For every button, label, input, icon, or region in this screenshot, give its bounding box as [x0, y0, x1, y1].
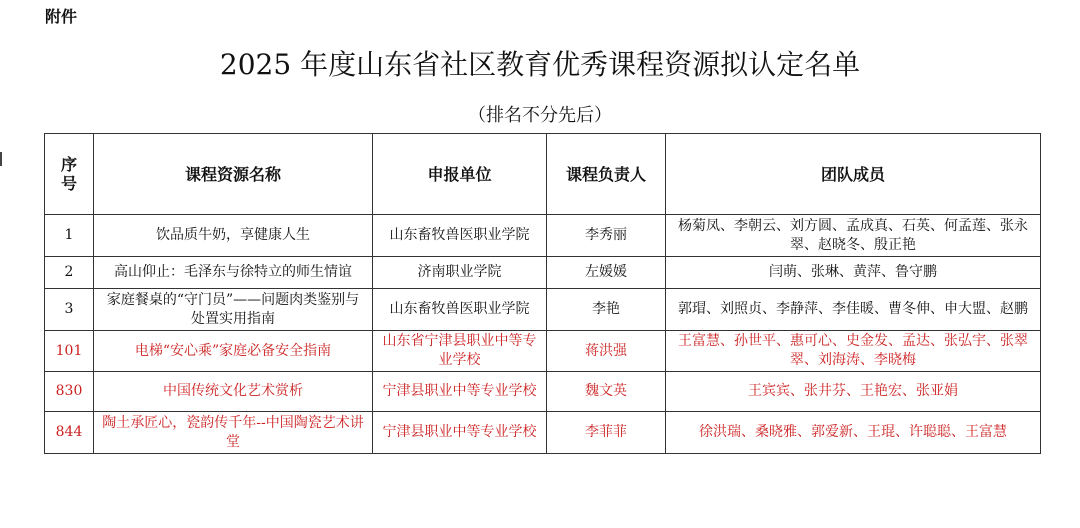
cell-course: 饮品质牛奶，享健康人生	[94, 215, 373, 257]
cell-unit: 山东畜牧兽医职业学院	[373, 215, 547, 257]
cell-seq: 2	[45, 257, 94, 289]
header-leader: 课程负责人	[547, 134, 666, 215]
cell-unit: 宁津县职业中等专业学校	[373, 372, 547, 412]
header-course: 课程资源名称	[94, 134, 373, 215]
cell-seq: 830	[45, 372, 94, 412]
header-seq	[45, 134, 94, 215]
cell-unit: 济南职业学院	[373, 257, 547, 289]
cell-seq: 1	[45, 215, 94, 257]
cell-course: 陶土承匠心，瓷韵传千年--中国陶瓷艺术讲堂	[94, 412, 373, 454]
cell-unit: 宁津县职业中等专业学校	[373, 412, 547, 454]
cell-unit: 山东畜牧兽医职业学院	[373, 289, 547, 331]
table-row	[45, 257, 1041, 289]
cell-seq: 3	[45, 289, 94, 331]
cell-leader: 李秀丽	[547, 215, 666, 257]
table-header-row	[45, 134, 1041, 215]
header-seq-line1: 序	[60, 155, 77, 174]
table-row	[45, 331, 1041, 372]
left-edge-marker	[0, 152, 2, 166]
cell-leader: 蒋洪强	[547, 331, 666, 372]
cell-leader: 左媛媛	[547, 257, 666, 289]
cell-seq: 844	[45, 412, 94, 454]
cell-members: 闫萌、张琳、黄萍、鲁守鹏	[666, 257, 1041, 289]
cell-course: 家庭餐桌的“守门员”——问题肉类鉴别与处置实用指南	[94, 289, 373, 331]
header-seq-line2: 号	[60, 174, 77, 193]
table-row	[45, 289, 1041, 331]
table-row	[45, 215, 1041, 257]
cell-leader: 李菲菲	[547, 412, 666, 454]
cell-members: 徐洪瑞、桑晓雅、郭爱新、王琨、许聪聪、王富慧	[666, 412, 1041, 454]
cell-leader: 李艳	[547, 289, 666, 331]
cell-members: 王富慧、孙世平、惠可心、史金发、孟达、张弘宇、张翠翠、刘海涛、李晓梅	[666, 331, 1041, 372]
cell-unit: 山东省宁津县职业中等专业学校	[373, 331, 547, 372]
table-row	[45, 372, 1041, 412]
cell-course: 中国传统文化艺术赏析	[94, 372, 373, 412]
header-unit: 申报单位	[373, 134, 547, 215]
table-row	[45, 412, 1041, 454]
cell-seq: 101	[45, 331, 94, 372]
document-subtitle: （排名不分先后）	[468, 105, 612, 126]
attachment-label: 附件	[45, 7, 78, 26]
cell-members: 郭瑁、刘照贞、李静萍、李佳暖、曹冬伸、申大盟、赵鹏	[666, 289, 1041, 331]
cell-members: 王宾宾、张井芬、王艳宏、张亚娟	[666, 372, 1041, 412]
header-members: 团队成员	[666, 134, 1041, 215]
document-title: 2025 年度山东省社区教育优秀课程资源拟认定名单	[219, 48, 861, 81]
cell-leader: 魏文英	[547, 372, 666, 412]
cell-members: 杨菊凤、李朝云、刘方圆、孟成真、石英、何孟莲、张永翠、赵晓冬、殷正艳	[666, 215, 1041, 257]
cell-course: 电梯“安心乘”家庭必备安全指南	[94, 331, 373, 372]
course-list-table	[44, 133, 1041, 454]
cell-course: 高山仰止：毛泽东与徐特立的师生情谊	[94, 257, 373, 289]
